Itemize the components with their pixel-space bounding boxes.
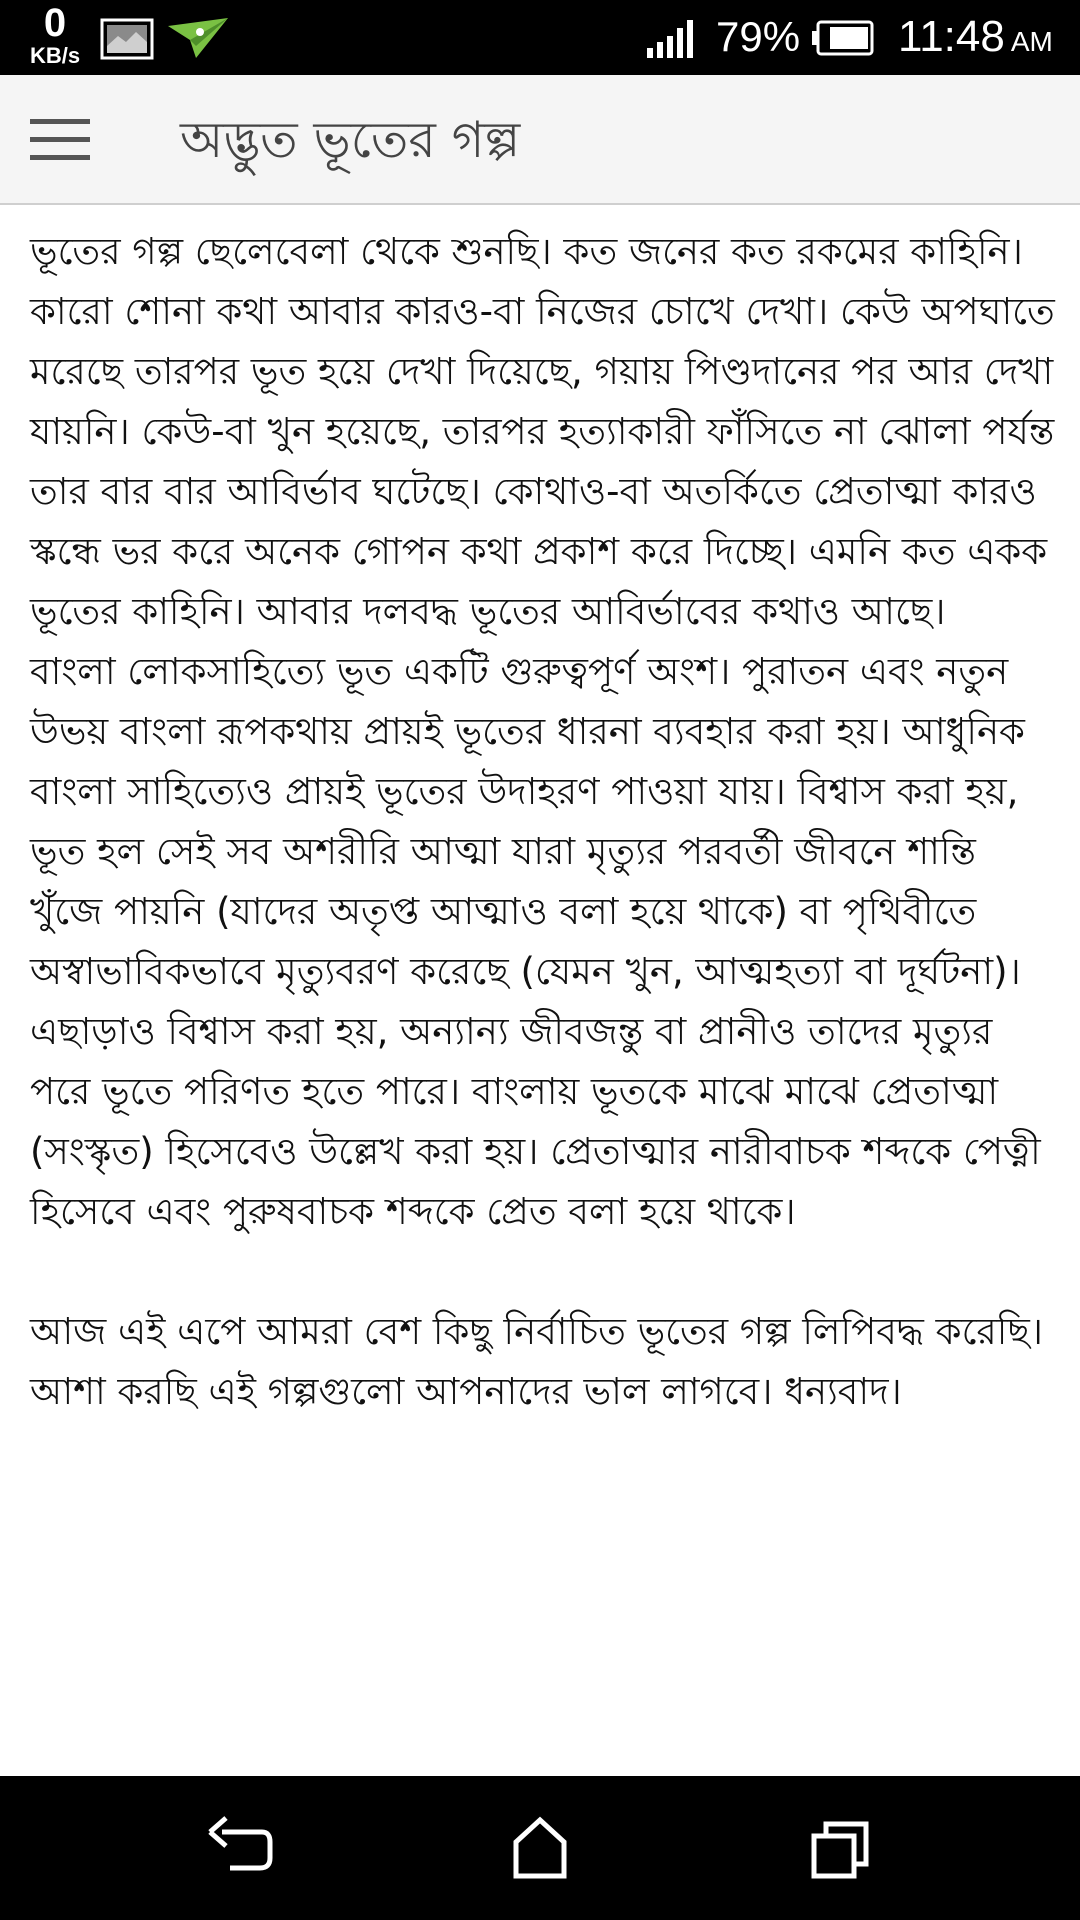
paragraph-spacer — [30, 1242, 1055, 1302]
clock-time: 11:48 — [898, 12, 1005, 61]
navigation-bar — [0, 1776, 1080, 1920]
page-title: অদ্ভুত ভূতের গল্প — [180, 111, 521, 169]
battery-icon — [810, 20, 874, 56]
status-bar — [0, 0, 1080, 75]
article-paragraph-1: ভূতের গল্প ছেলেবেলা থেকে শুনছি। কত জনের কত রকমের কাহিনি। কারো শোনা কথা আবার কারও-বা নিজের চোখে দেখা। কেউ অপঘাতে মরেছে তারপর ভূত হয়ে দেখা দিয়েছে, গয়ায় পিণ্ডদানের পর আর দেখা যায়নি। কেউ-বা খুন হয়েছে, তারপর হত্যাকারী ফাঁসিতে না ঝোলা পর্যন্ত তার বার বার আবির্ভাব ঘটেছে। কোথাও-বা অতর্কিতে প্রেতাত্মা কারও স্কন্ধে ভর করে অনেক গোপন কথা প্রকাশ করে দিচ্ছে। এমনি কত একক ভূতের কাহিনি। আবার দলবদ্ধ ভূতের আবির্ভাবের কথাও আছে। — [30, 230, 1067, 633]
article-paragraph-3: আজ এই এপে আমরা বেশ কিছু নির্বাচিত ভূতের গল্প লিপিবদ্ধ করেছি। আশা করছি এই গল্পগুলো আপনাদের ভাল লাগবে। ধন্যবাদ। — [30, 1310, 1055, 1413]
clock-ampm: AM — [1010, 26, 1053, 57]
status-clock — [898, 10, 1053, 64]
network-speed-indicator — [20, 2, 90, 72]
network-speed-value: 0 — [43, 1, 67, 45]
network-speed-unit: KB/s — [29, 43, 81, 68]
gallery-icon — [100, 18, 154, 60]
article-paragraph-2: বাংলা লোকসাহিত্যে ভূত একটি গুরুত্বপূর্ণ অংশ। পুরাতন এবং নতুন উভয় বাংলা রূপকথায় প্রায়ই ভূতের ধারনা ব্যবহার করা হয়। আধুনিক বাংলা সাহিত্যেও প্রায়ই ভূতের উদাহরণ পাওয়া যায়। বিশ্বাস করা হয়, ভূত হল সেই সব অশরীরি আত্মা যারা মৃত্যুর পরবর্তী জীবনে শান্তি খুঁজে পায়নি (যাদের অতৃপ্ত আত্মাও বলা হয়ে থাকে) বা পৃথিবীতে অস্বাভাবিকভাবে মৃত্যুবরণ করেছে (যেমন খুন, আত্মহত্যা বা দূর্ঘটনা)। এছাড়াও বিশ্বাস করা হয়, অন্যান্য জীবজন্তু বা প্রানীও তাদের মৃত্যুর পরে ভূতে পরিণত হতে পারে। বাংলায় ভূতকে মাঝে মাঝে প্রেতাত্মা (সংস্কৃত) হিসেবেও উল্লেখ করা হয়। প্রেতাত্মার নারীবাচক শব্দকে পেত্নী হিসেবে এবং পুরুষবাচক শব্দকে প্রেত বলা হয়ে থাকে। — [30, 650, 1053, 1233]
paper-plane-icon — [166, 16, 230, 60]
hamburger-menu-icon[interactable] — [30, 119, 90, 161]
home-icon[interactable] — [500, 1808, 580, 1888]
app-bar — [0, 75, 1080, 205]
article-content[interactable] — [30, 222, 1067, 1762]
back-icon[interactable] — [200, 1808, 280, 1888]
recents-icon[interactable] — [800, 1808, 880, 1888]
battery-percent: 79% — [716, 13, 801, 60]
signal-icon — [645, 18, 701, 58]
